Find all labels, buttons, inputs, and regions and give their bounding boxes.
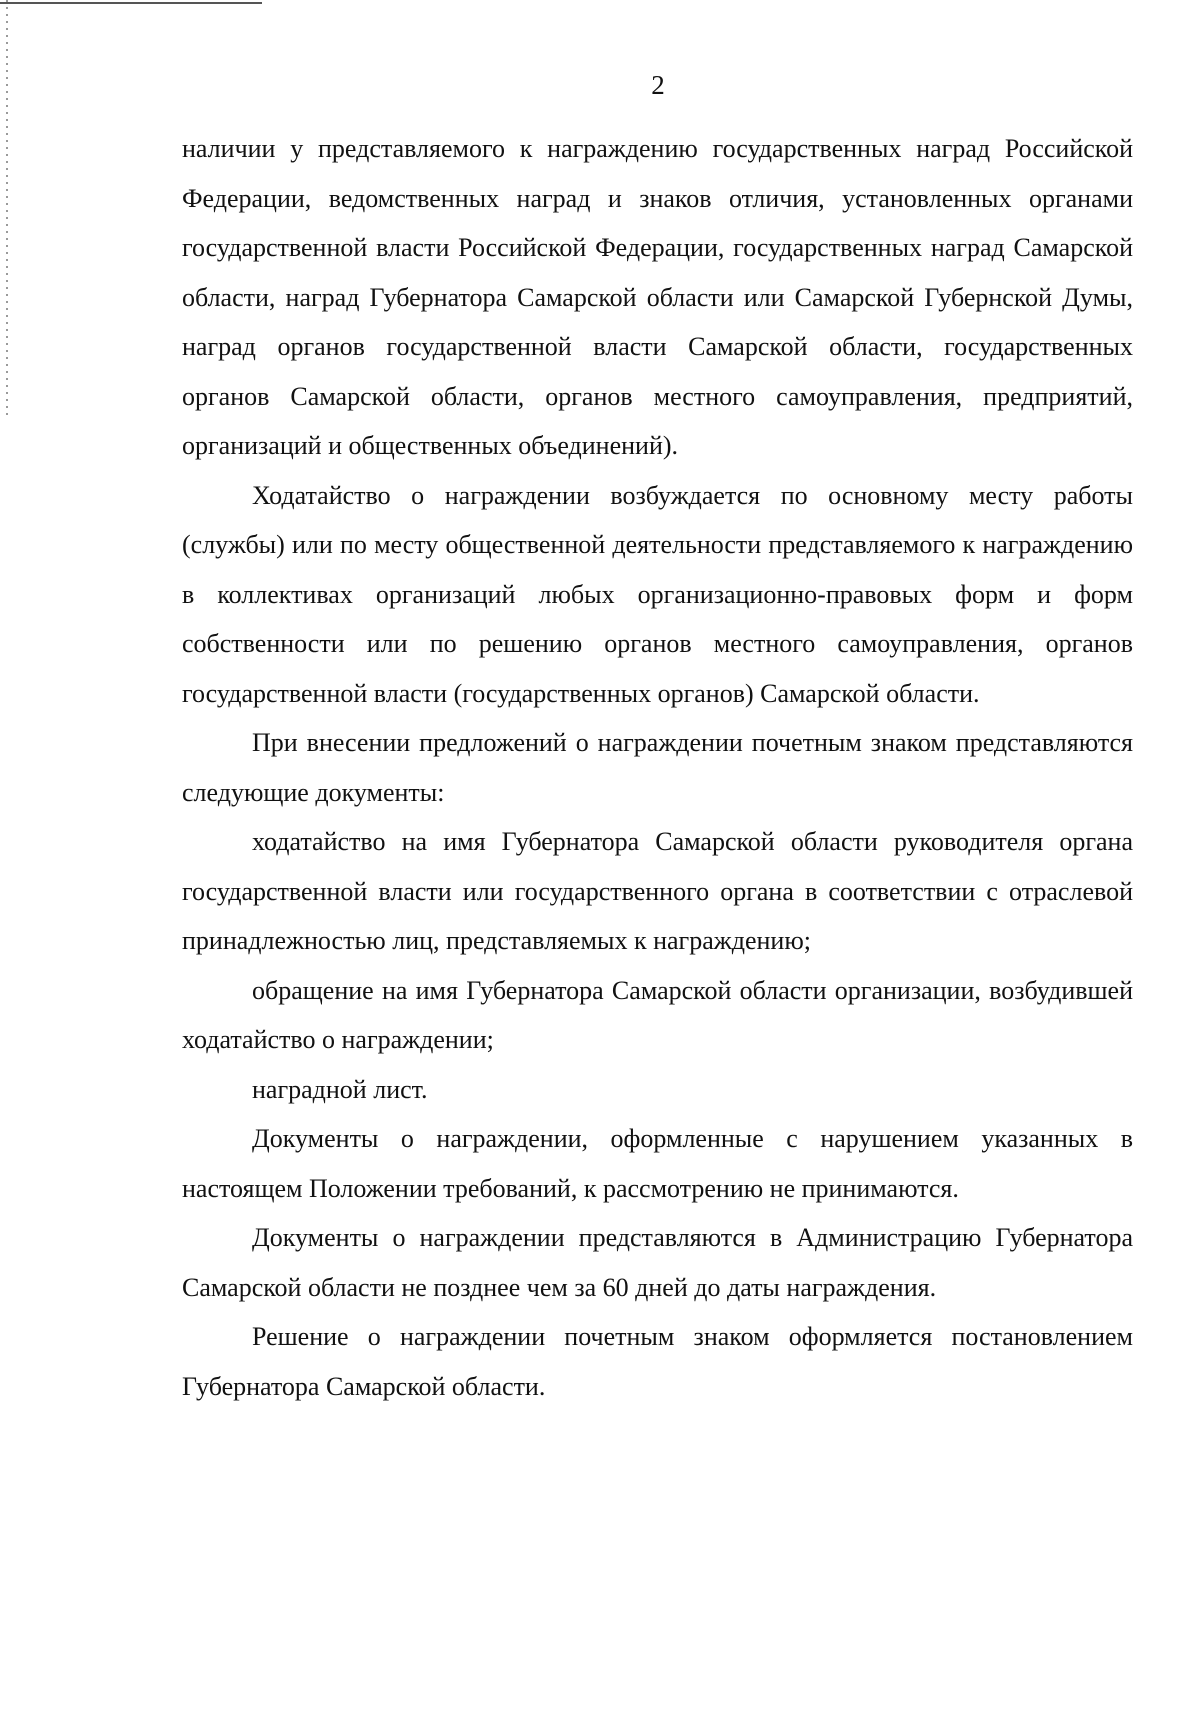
paragraph-awards-list: наличии у представляемого к награждению государственных наград Российской Федерации, ведомственных наград и знаков отличия, установленных органами государственной власти Российской Федерации, государственных наград Самарской области, наград Губернатора Самарской области или Самарской Губернской Думы, наград органов государственной власти Самарской области, государственных органов Самарской области, органов местного самоуправления, предприятий, организаций и общественных объединений).	[182, 134, 1133, 460]
scan-edge-dots	[6, 0, 8, 420]
paragraph-submission-deadline: Документы о награждении представляются в Администрацию Губернатора Самарской области не позднее чем за 60 дней до даты награждения.	[182, 1223, 1133, 1302]
scan-edge-line	[0, 2, 262, 4]
paragraph-award-decision: Решение о награждении почетным знаком оформляется постановлением Губернатора Самарской области.	[182, 1322, 1133, 1401]
paragraph-organization-appeal: обращение на имя Губернатора Самарской области организации, возбудившей ходатайство о награждении;	[182, 975, 1133, 1054]
document-body	[182, 124, 1133, 1411]
paragraph-petition-to-governor: ходатайство на имя Губернатора Самарской области руководителя органа государственной власти или государственного органа в соответствии с отраслевой принадлежностью лиц, представляемых к награждению;	[182, 827, 1133, 955]
paragraph-award-sheet: наградной лист.	[252, 1074, 428, 1104]
paragraph-documents-intro: При внесении предложений о награждении почетным знаком представляются следующие документы:	[182, 728, 1133, 807]
page-number: 2	[651, 70, 665, 100]
paragraph-rejected-documents: Документы о награждении, оформленные с нарушением указанных в настоящем Положении требований, к рассмотрению не принимаются.	[182, 1124, 1133, 1203]
paragraph-petition-origin: Ходатайство о награждении возбуждается по основному месту работы (службы) или по месту общественной деятельности представляемого к награждению в коллективах организаций любых организационно-правовых форм и форм собственности или по решению органов местного самоуправления, органов государственной власти (государственных органов) Самарской области.	[182, 480, 1133, 708]
